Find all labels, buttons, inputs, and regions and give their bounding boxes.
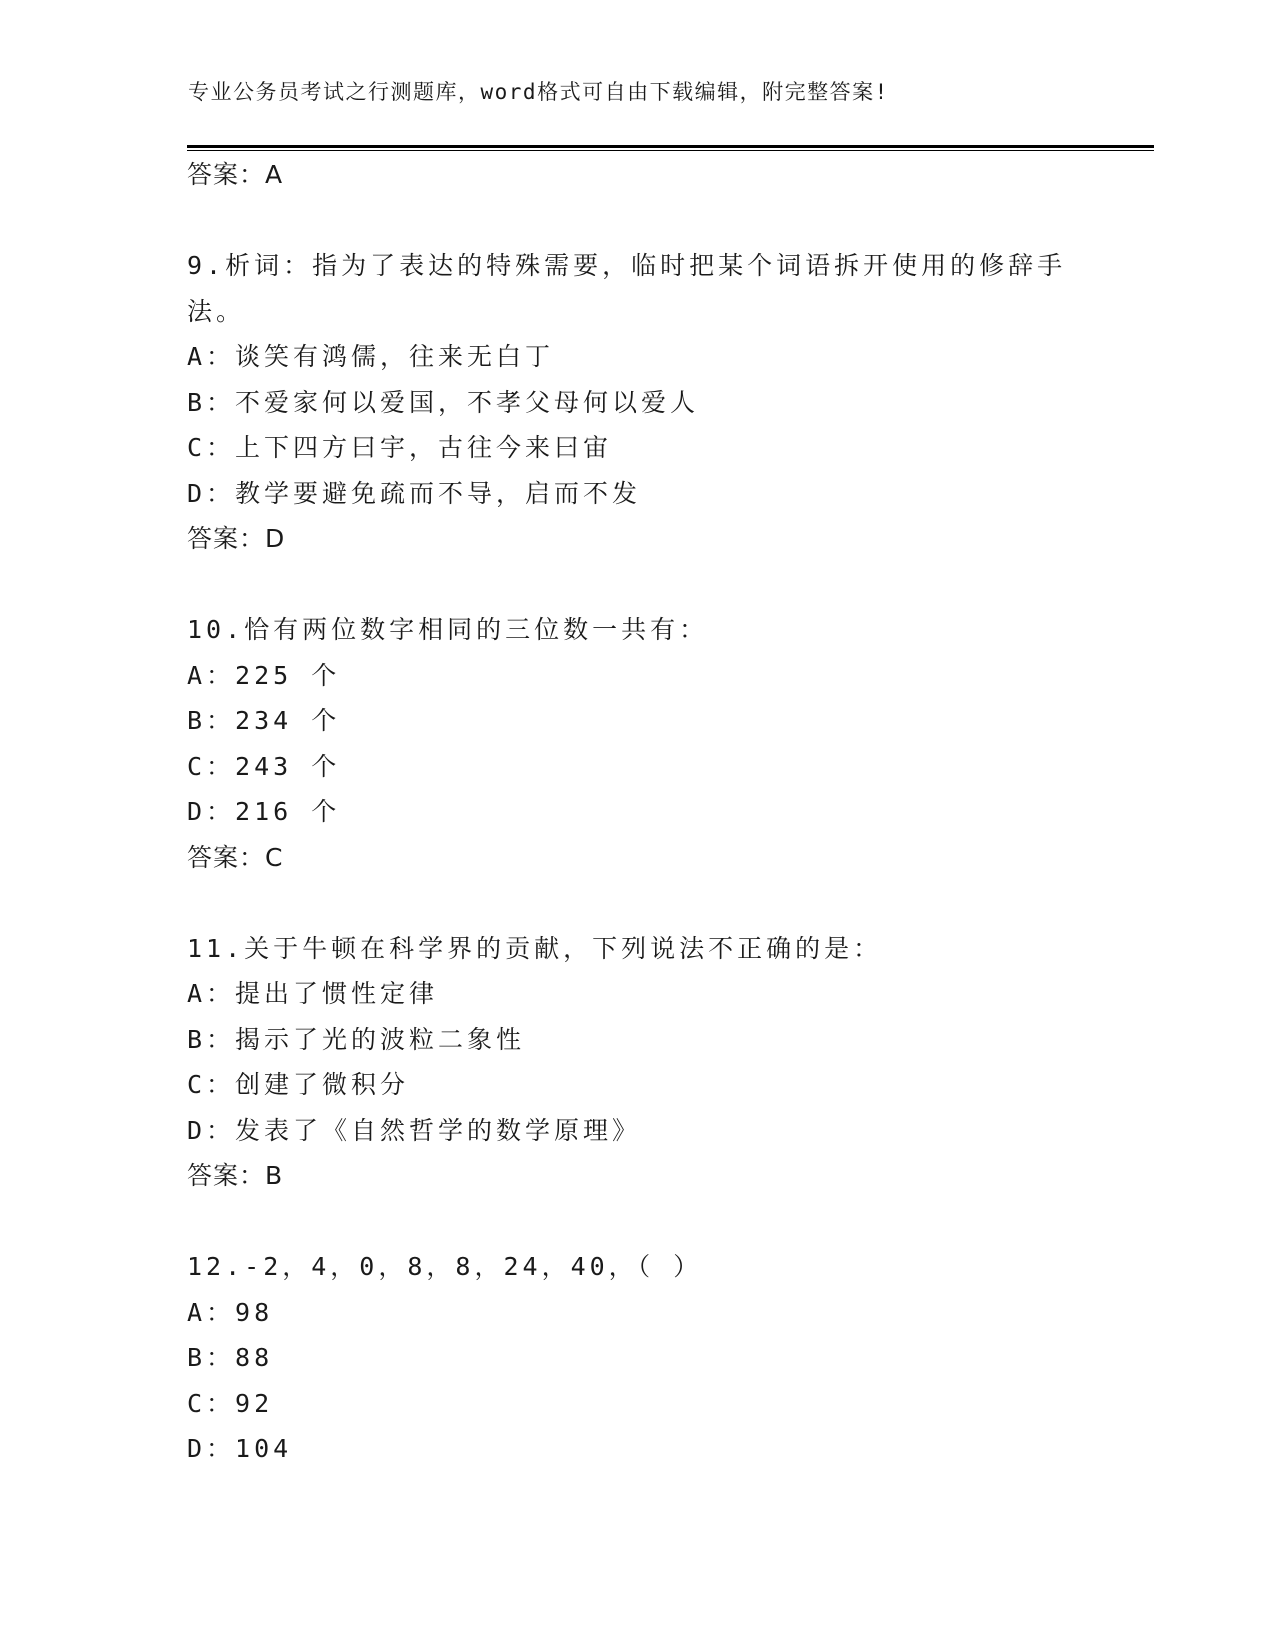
option-a: A：提出了惯性定律 xyxy=(187,979,439,1008)
header-divider xyxy=(187,145,1154,151)
question-11 xyxy=(187,934,1087,1192)
option-b: B：88 xyxy=(187,1343,274,1372)
page-header: 专业公务员考试之行测题库，word格式可自由下载编辑，附完整答案! xyxy=(188,80,889,104)
option-c: C：92 xyxy=(187,1388,274,1418)
answer-line: 答案：A xyxy=(187,160,284,189)
option-b: B：234 个 xyxy=(187,706,341,735)
option-a: A：谈笑有鸿儒，往来无白丁 xyxy=(187,342,555,371)
question-12 xyxy=(187,1252,1087,1464)
option-b: B：不爱家何以爱国，不孝父母何以爱人 xyxy=(187,387,700,417)
option-d: D：教学要避免疏而不导，启而不发 xyxy=(187,478,642,508)
option-a: A：225 个 xyxy=(187,660,341,690)
answer-line: 答案：D xyxy=(187,524,286,553)
question-10 xyxy=(187,615,1087,873)
question-text: 12.-2，4，0，8，8，24，40，（ ） xyxy=(187,1252,703,1281)
question-text: 11.关于牛顿在科学界的贡献，下列说法不正确的是： xyxy=(187,933,883,963)
question-text: 10.恰有两位数字相同的三位数一共有： xyxy=(187,615,709,644)
option-c: C：243 个 xyxy=(187,751,341,781)
question-list xyxy=(187,160,1087,1480)
question-text: 9.析词：指为了表达的特殊需要，临时把某个词语拆开使用的修辞手 xyxy=(187,251,1067,280)
option-b: B：揭示了光的波粒二象性 xyxy=(187,1024,526,1054)
answer-line: 答案：B xyxy=(187,1161,284,1190)
option-a: A：98 xyxy=(187,1297,274,1327)
question-9 xyxy=(187,251,1087,554)
option-d: D：104 xyxy=(187,1434,293,1463)
option-d: D：发表了《自然哲学的数学原理》 xyxy=(187,1115,642,1145)
question-text: 法。 xyxy=(187,296,246,326)
option-d: D：216 个 xyxy=(187,797,341,826)
option-c: C：创建了微积分 xyxy=(187,1070,410,1099)
option-c: C：上下四方曰宇，古往今来曰宙 xyxy=(187,433,613,462)
answer-line: 答案：C xyxy=(187,842,284,872)
